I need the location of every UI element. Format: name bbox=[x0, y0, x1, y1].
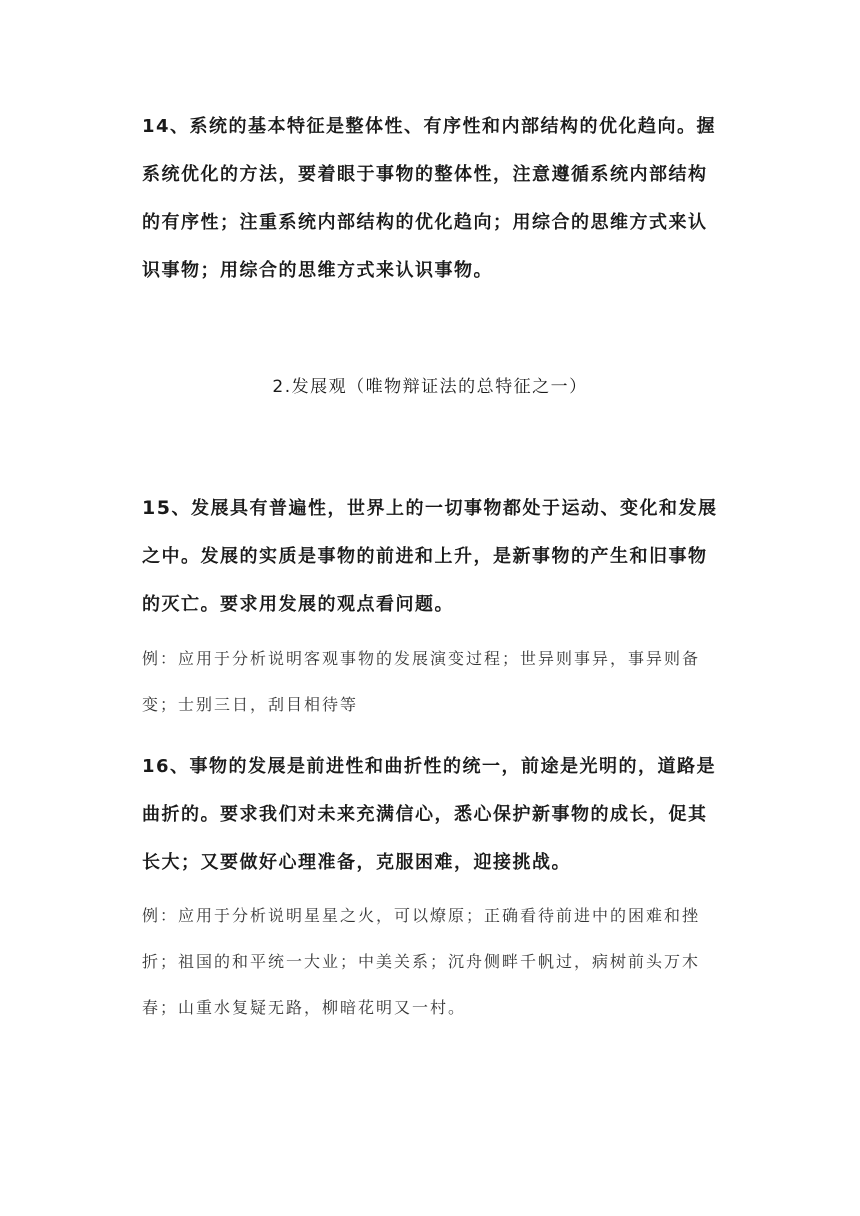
section-heading: 2.发展观（唯物辩证法的总特征之一） bbox=[272, 377, 588, 397]
paragraph-15-text: 、发展具有普遍性，世界上的一切事物都处于运动、变化和发展之中。发展的实质是事物的前进和上升，是新事物的产生和旧事物的灭亡。要求用发展的观点看问题。 bbox=[142, 498, 718, 615]
paragraph-15-number: 15 bbox=[142, 497, 172, 519]
paragraph-14: 14、系统的基本特征是整体性、有序性和内部结构的优化趋向。握系统优化的方法，要着眼于事物的整体性，注意遵循系统内部结构的有序性；注重系统内部结构的优化趋向；用综合的思维方式来认识事物；用综合的思维方式来认识事物。 bbox=[142, 116, 717, 281]
example-16: 例：应用于分析说明星星之火，可以燎原；正确看待前进中的困难和挫折；祖国的和平统一大业；中美关系；沉舟侧畔千帆过，病树前头万木春；山重水复疑无路，柳暗花明又一村。 bbox=[142, 906, 701, 1017]
example-15: 例：应用于分析说明客观事物的发展演变过程；世异则事异，事异则备变；士别三日，刮目相待等 bbox=[142, 649, 701, 714]
paragraph-15 bbox=[142, 484, 722, 629]
paragraph-16: 16、事物的发展是前进性和曲折性的统一，前途是光明的，道路是曲折的。要求我们对未来充满信心，悉心保护新事物的成长，促其长大；又要做好心理准备，克服困难，迎接挑战。 bbox=[142, 756, 717, 873]
